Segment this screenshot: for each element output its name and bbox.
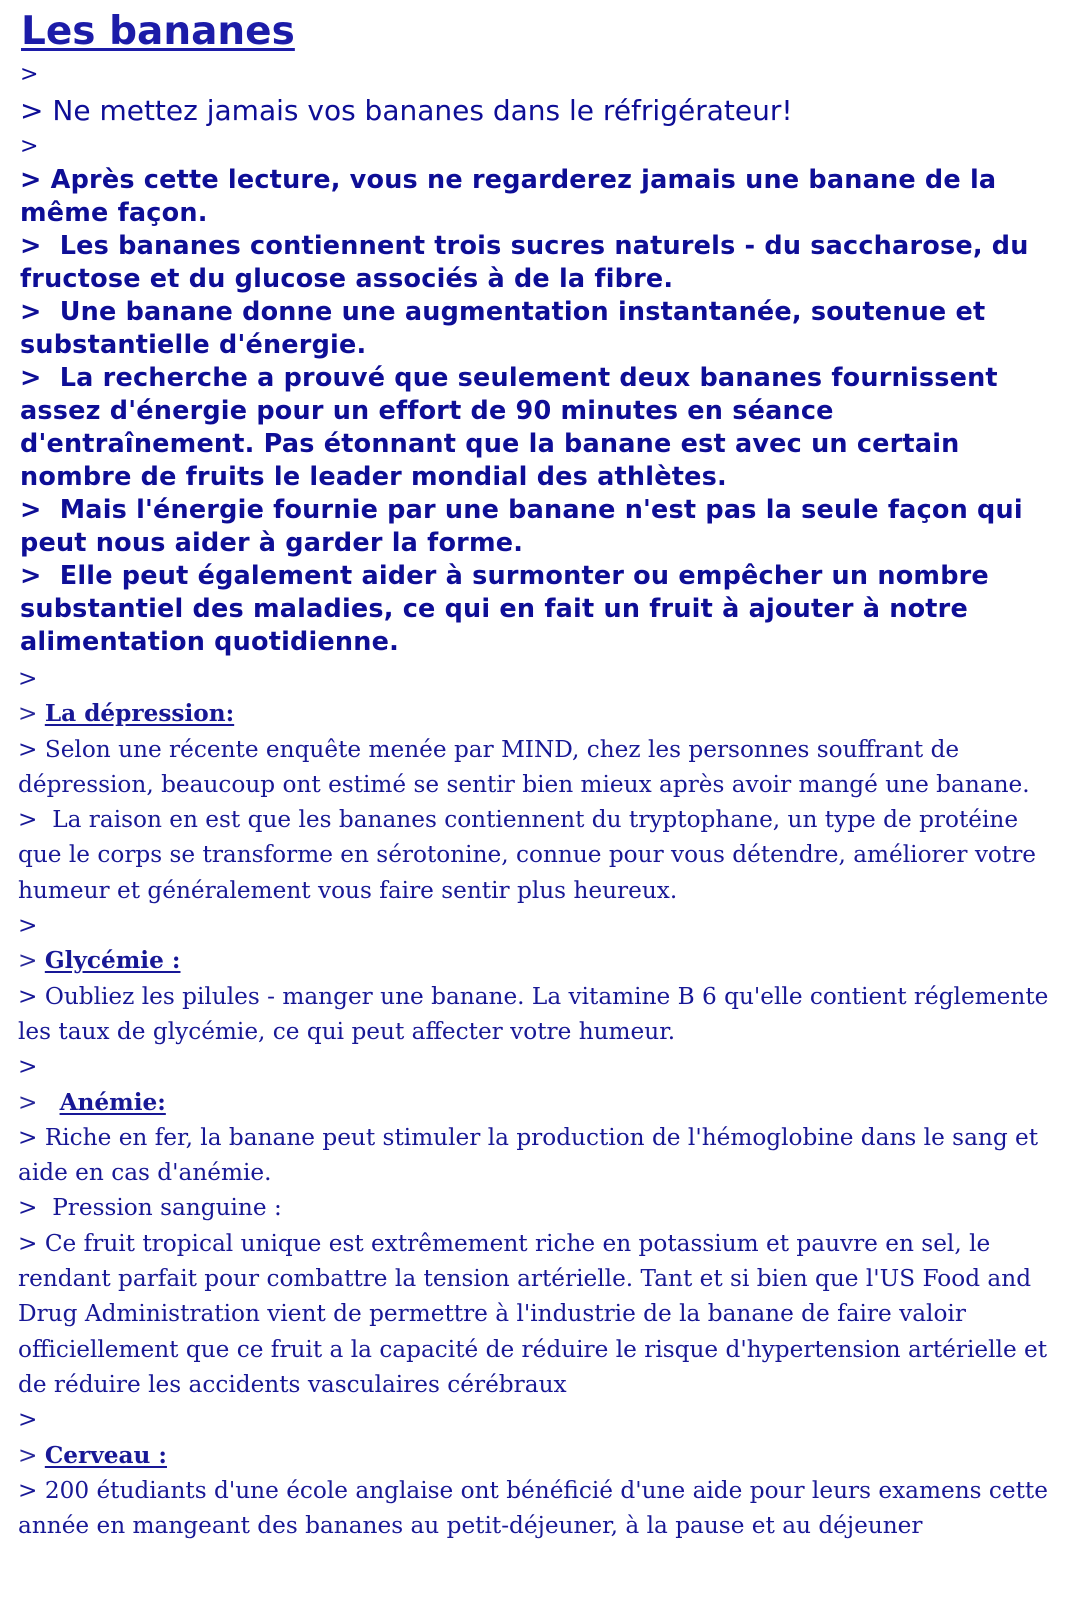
quote-marker: > <box>20 363 42 393</box>
quote-marker: > <box>20 165 42 195</box>
quote-marker: > <box>18 982 38 1010</box>
paragraph-text: Elle peut également aider à surmonter ou empêcher un nombre substantiel des maladies, ce qui en fait un fruit à ajouter à notre alimentation quotidienne. <box>20 561 989 657</box>
heading-text: Anémie: <box>59 1088 166 1116</box>
heading-text: Glycémie : <box>44 947 181 975</box>
section-heading-anemie <box>18 1085 1056 1120</box>
paragraph-3 <box>18 296 1056 362</box>
separator-line <box>18 1049 1056 1084</box>
paragraph-text: La recherche a prouvé que seulement deux bananes fournissent assez d'énergie pour un effort de 90 minutes en séance d'entraînement. Pas étonnant que la banane est avec un certain nombre de fruits le leader mondial des athlètes. <box>20 363 998 492</box>
intro-section <box>18 58 1056 659</box>
quote-marker: > <box>18 1229 38 1257</box>
quote-marker: > <box>18 735 38 763</box>
separator-line <box>18 130 1056 164</box>
separator-line <box>18 661 1056 696</box>
intro-text: Ne mettez jamais vos bananes dans le réfrigérateur! <box>52 94 793 127</box>
paragraph-text: Mais l'énergie fournie par une banane n'est pas la seule façon qui peut nous aider à garder la forme. <box>20 495 1023 558</box>
quote-marker: > <box>18 665 38 692</box>
quote-marker: > <box>20 94 44 127</box>
quote-marker: > <box>18 1406 38 1434</box>
quote-marker: > <box>20 62 39 87</box>
section-heading-pression <box>18 1190 1056 1225</box>
heading-text: Pression sanguine : <box>52 1194 282 1222</box>
quote-marker: > <box>20 231 42 261</box>
intro-line <box>18 92 1056 130</box>
paragraph-text: Les bananes contiennent trois sucres naturels - du saccharose, du fructose et du glucose associés à de la fibre. <box>20 231 1029 294</box>
quote-marker: > <box>18 700 38 728</box>
quote-marker: > <box>18 1088 38 1116</box>
separator-line <box>18 58 1056 92</box>
quote-marker: > <box>18 947 38 975</box>
depression-paragraph-1 <box>18 732 1056 803</box>
paragraph-text: Après cette lecture, vous ne regarderez jamais une banane de la même façon. <box>20 165 997 228</box>
quote-marker: > <box>18 912 38 940</box>
glycemie-paragraph-1 <box>18 979 1056 1050</box>
document-title: Les bananes <box>21 9 295 54</box>
quote-marker: > <box>18 1053 38 1081</box>
quote-marker: > <box>20 297 42 327</box>
cerveau-paragraph-1 <box>18 1473 1056 1544</box>
section-heading-cerveau <box>18 1438 1056 1473</box>
separator-line <box>18 908 1056 943</box>
paragraph-text: Riche en fer, la banane peut stimuler la production de l'hémoglobine dans le sang et aide en cas d'anémie. <box>18 1123 1039 1187</box>
paragraph-2 <box>18 230 1056 296</box>
health-sections <box>18 661 1056 1543</box>
quote-marker: > <box>18 1441 38 1469</box>
paragraph-6 <box>18 560 1056 659</box>
pression-paragraph-1 <box>18 1226 1056 1402</box>
quote-marker: > <box>18 1476 38 1504</box>
paragraph-5 <box>18 494 1056 560</box>
paragraph-text: 200 étudiants d'une école anglaise ont bénéficié d'une aide pour leurs examens cette année en mangeant des bananes au petit-déjeuner, à la pause et au déjeuner <box>18 1476 1048 1540</box>
anemie-paragraph-1 <box>18 1120 1056 1191</box>
quote-marker: > <box>20 134 39 159</box>
depression-paragraph-2 <box>18 802 1056 908</box>
quote-marker: > <box>18 1123 38 1151</box>
paragraph-text: Selon une récente enquête menée par MIND, chez les personnes souffrant de dépression, beaucoup ont estimé se sentir bien mieux après avoir mangé une banane. <box>18 735 1030 798</box>
paragraph-text: Ce fruit tropical unique est extrêmement riche en potassium et pauvre en sel, le rendant parfait pour combattre la tension artérielle. Tant et si bien que l'US Food and Drug Administration vient de permettre à l'industrie de la banane de faire valoir officiellement que ce fruit a la capacité de réduire le risque d'hypertension artérielle et de réduire les accidents vasculaires cérébraux <box>18 1229 1048 1398</box>
heading-text: Cerveau : <box>44 1441 167 1469</box>
paragraph-text: Une banane donne une augmentation instantanée, soutenue et substantielle d'énergie. <box>20 297 986 360</box>
separator-line <box>18 1402 1056 1437</box>
quote-marker: > <box>18 806 38 834</box>
section-heading-glycemie <box>18 943 1056 978</box>
paragraph-4 <box>18 362 1056 494</box>
quote-marker: > <box>20 495 42 525</box>
paragraph-text: La raison en est que les bananes contiennent du tryptophane, un type de protéine que le corps se transforme en sérotonine, connue pour vous détendre, améliorer votre humeur et généralement vous faire sentir plus heureux. <box>18 806 1036 904</box>
quote-marker: > <box>18 1194 38 1222</box>
section-heading-depression <box>18 696 1056 731</box>
quote-marker: > <box>20 561 42 591</box>
heading-text: La dépression: <box>44 700 235 728</box>
paragraph-1 <box>18 164 1056 230</box>
paragraph-text: Oubliez les pilules - manger une banane. La vitamine B 6 qu'elle contient réglemente les taux de glycémie, ce qui peut affecter votre humeur. <box>18 982 1049 1045</box>
